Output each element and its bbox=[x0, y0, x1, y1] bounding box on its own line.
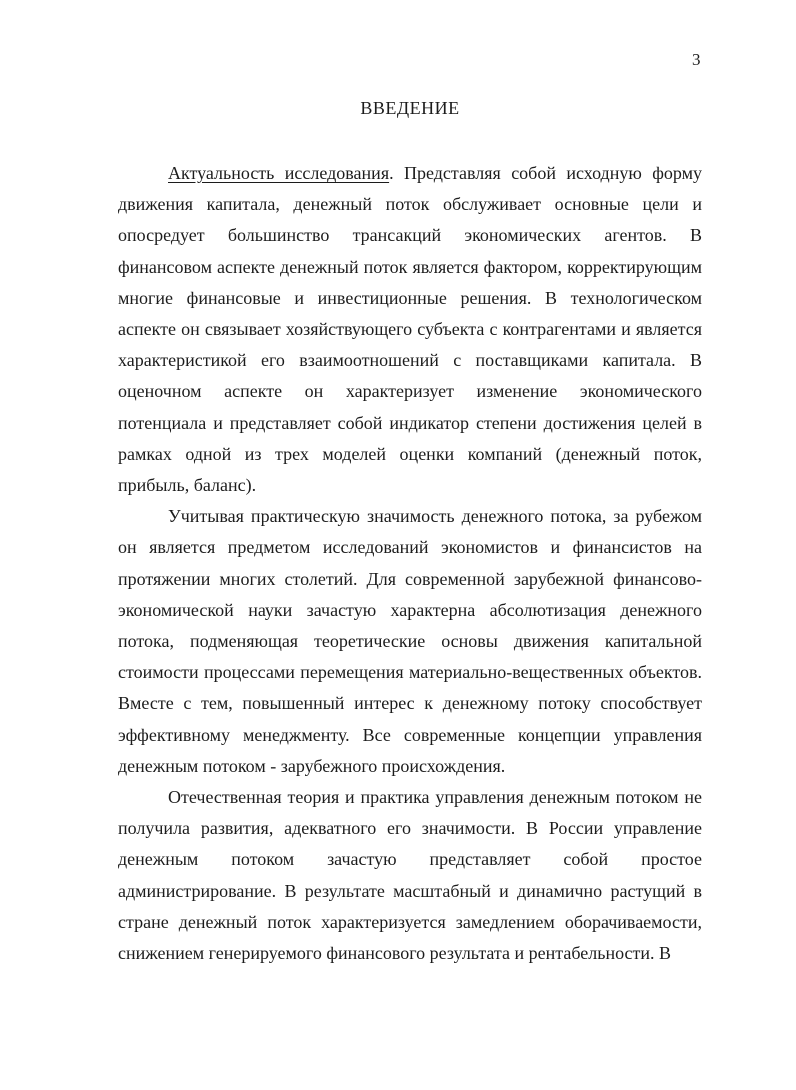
page-title: ВВЕДЕНИЕ bbox=[360, 98, 460, 118]
paragraph-lead-underlined: Актуальность исследования bbox=[168, 163, 390, 183]
paragraph-foreign-research: Учитывая практическую значимость денежного потока, за рубежом он является предметом исследований экономистов и финансистов на протяжении многих столетий. Для современной зарубежной финансово-экономической науки зачастую характерна абсолютизация денежного потока, подменяющая теоретические основы движения капитальной стоимости процессами перемещения материально-вещественных объектов. Вместе с тем, повышенный интерес к денежному потоку способствует эффективному менеджменту. Все современные концепции управления денежным потоком - зарубежного происхождения. bbox=[118, 506, 702, 776]
document-body bbox=[118, 158, 702, 969]
paragraph-domestic-practice: Отечественная теория и практика управления денежным потоком не получила развития, адекватного его значимости. В России управление денежным потоком зачастую представляет собой простое администрирование. В результате масштабный и динамично растущий в стране денежный поток характеризуется замедлением оборачиваемости, снижением генерируемого финансового результата и рентабельности. В bbox=[118, 787, 702, 964]
page-number: 3 bbox=[692, 50, 701, 69]
paragraph-text: . Представляя собой исходную форму движения капитала, денежный поток обслуживает основные цели и опосредует большинство трансакций экономических агентов. В финансовом аспекте денежный поток является фактором, корректирующим многие финансовые и инвестиционные решения. В технологическом аспекте он связывает хозяйствующего субъекта с контрагентами и является характеристикой его взаимоотношений с поставщиками капитала. В оценочном аспекте он характеризует изменение экономического потенциала и представляет собой индикатор степени достижения целей в рамках одной из трех моделей оценки компаний (денежный поток, прибыль, баланс). bbox=[118, 163, 702, 496]
paragraph-relevance bbox=[118, 158, 702, 501]
